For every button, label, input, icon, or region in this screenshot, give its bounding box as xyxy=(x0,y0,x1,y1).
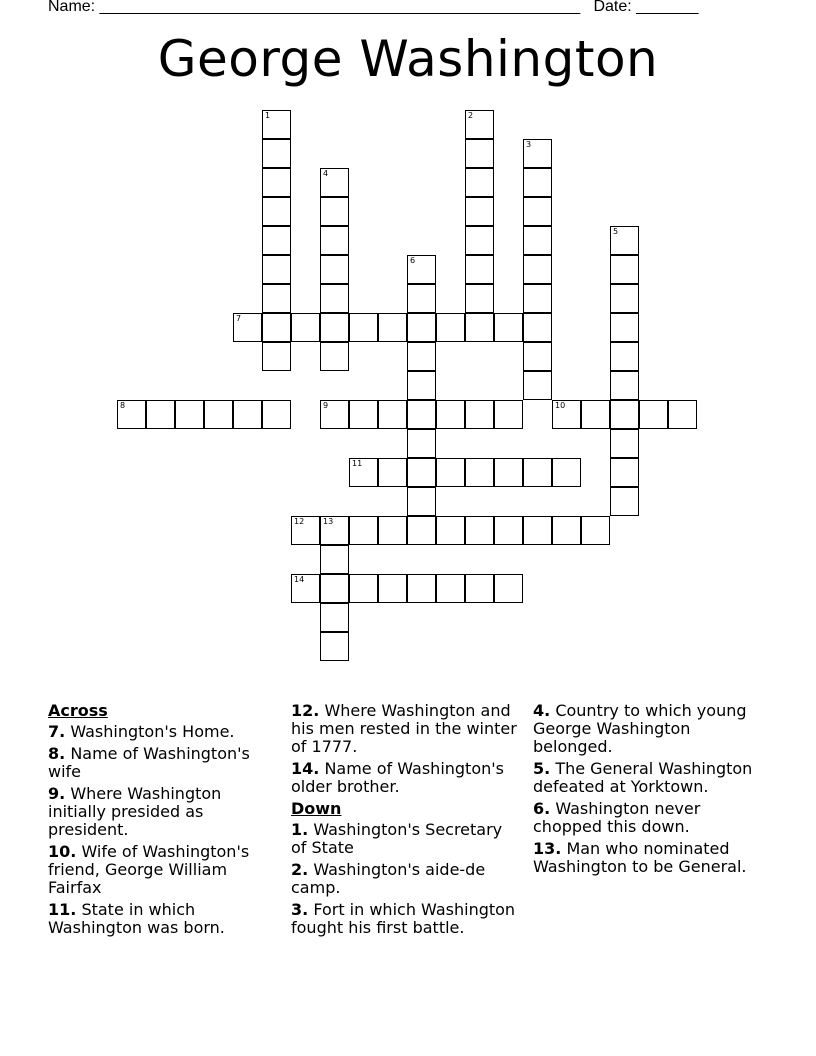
cell-number: 1 xyxy=(265,111,271,120)
clue-down-13: 13. Man who nominated Washington to be General. xyxy=(533,839,747,876)
clue-down-1: 1. Washington's Secretary of State xyxy=(291,820,503,857)
grid-cell[interactable] xyxy=(523,371,552,400)
cell-number: 10 xyxy=(555,401,566,410)
grid-cell[interactable] xyxy=(523,255,552,284)
cell-number: 12 xyxy=(294,517,305,526)
grid-cell[interactable] xyxy=(291,516,320,545)
grid-cell[interactable] xyxy=(523,168,552,197)
grid-cell[interactable] xyxy=(378,516,407,545)
grid-cell[interactable] xyxy=(494,313,523,342)
grid-cell[interactable] xyxy=(407,458,436,487)
cell-number: 14 xyxy=(294,575,305,584)
grid-cell[interactable] xyxy=(436,574,465,603)
date-label: Date: _______ xyxy=(593,0,699,15)
grid-cell[interactable] xyxy=(523,284,552,313)
grid-cell[interactable] xyxy=(610,342,639,371)
grid-cell[interactable] xyxy=(407,342,436,371)
cell-number: 2 xyxy=(468,111,474,120)
page-title: George Washington xyxy=(157,30,659,88)
cell-number: 4 xyxy=(323,169,329,178)
grid-cell[interactable] xyxy=(407,574,436,603)
grid-cell[interactable] xyxy=(581,400,610,429)
grid-cell[interactable] xyxy=(262,226,291,255)
grid-cell[interactable] xyxy=(523,226,552,255)
grid-cell[interactable] xyxy=(610,458,639,487)
grid-cell[interactable] xyxy=(465,574,494,603)
grid-cell[interactable] xyxy=(465,110,494,139)
cell-number: 11 xyxy=(352,459,363,468)
grid-cell[interactable] xyxy=(320,574,349,603)
grid-cell[interactable] xyxy=(465,197,494,226)
grid-cell[interactable] xyxy=(378,458,407,487)
clue-across-7: 7. Washington's Home. xyxy=(48,722,235,741)
grid-cell[interactable] xyxy=(262,168,291,197)
grid-cell[interactable] xyxy=(407,429,436,458)
grid-cell[interactable] xyxy=(320,226,349,255)
clue-across-8: 8. Name of Washington's wife xyxy=(48,744,250,781)
clue-down-5: 5. The General Washington defeated at Yorktown. xyxy=(533,759,753,796)
grid-cell[interactable] xyxy=(436,458,465,487)
clue-down-6: 6. Washington never chopped this down. xyxy=(533,799,701,836)
clue-column-3 xyxy=(533,702,761,880)
grid-cell[interactable] xyxy=(378,574,407,603)
grid-cell[interactable] xyxy=(465,168,494,197)
clue-across-12: 12. Where Washington and his men rested in the winter of 1777. xyxy=(291,701,517,756)
grid-cell[interactable] xyxy=(262,342,291,371)
grid-cell[interactable] xyxy=(320,400,349,429)
cell-number: 6 xyxy=(410,256,416,265)
grid-cell[interactable] xyxy=(523,139,552,168)
name-label: Name: ______________________________________________________ xyxy=(48,0,581,15)
grid-cell[interactable] xyxy=(349,313,378,342)
clue-down-4: 4. Country to which young George Washington belonged. xyxy=(533,701,747,756)
grid-cell[interactable] xyxy=(436,516,465,545)
grid-cell[interactable] xyxy=(610,255,639,284)
grid-cell[interactable] xyxy=(552,400,581,429)
clue-across-9: 9. Where Washington initially presided as president. xyxy=(48,784,222,839)
grid-cell[interactable] xyxy=(610,400,639,429)
grid-cell[interactable] xyxy=(552,458,581,487)
clue-column-1 xyxy=(48,702,276,941)
grid-cell[interactable] xyxy=(233,400,262,429)
grid-cell[interactable] xyxy=(320,255,349,284)
grid-cell[interactable] xyxy=(494,400,523,429)
grid-cell[interactable] xyxy=(262,255,291,284)
grid-cell[interactable] xyxy=(494,516,523,545)
grid-cell[interactable] xyxy=(349,400,378,429)
grid-cell[interactable] xyxy=(262,110,291,139)
grid-cell[interactable] xyxy=(262,139,291,168)
cell-number: 5 xyxy=(613,227,619,236)
grid-cell[interactable] xyxy=(465,139,494,168)
grid-cell[interactable] xyxy=(610,429,639,458)
grid-cell[interactable] xyxy=(349,574,378,603)
cell-number: 13 xyxy=(323,517,334,526)
grid-cell[interactable] xyxy=(610,487,639,516)
grid-cell[interactable] xyxy=(262,313,291,342)
grid-cell[interactable] xyxy=(610,226,639,255)
grid-cell[interactable] xyxy=(523,516,552,545)
grid-cell[interactable] xyxy=(436,313,465,342)
grid-cell[interactable] xyxy=(465,255,494,284)
grid-cell[interactable] xyxy=(262,400,291,429)
grid-cell[interactable] xyxy=(465,400,494,429)
grid-cell[interactable] xyxy=(639,400,668,429)
cell-number: 8 xyxy=(120,401,126,410)
grid-cell[interactable] xyxy=(465,313,494,342)
cell-number: 7 xyxy=(236,314,242,323)
grid-cell[interactable] xyxy=(407,516,436,545)
grid-cell[interactable] xyxy=(407,400,436,429)
grid-cell[interactable] xyxy=(610,371,639,400)
grid-cell[interactable] xyxy=(320,168,349,197)
clue-across-14: 14. Name of Washington's older brother. xyxy=(291,759,504,796)
grid-cell[interactable] xyxy=(494,458,523,487)
grid-cell[interactable] xyxy=(523,342,552,371)
grid-cell[interactable] xyxy=(552,516,581,545)
grid-cell[interactable] xyxy=(320,603,349,632)
grid-cell[interactable] xyxy=(610,313,639,342)
grid-cell[interactable] xyxy=(668,400,697,429)
grid-cell[interactable] xyxy=(117,400,146,429)
grid-cell[interactable] xyxy=(349,458,378,487)
grid-cell[interactable] xyxy=(320,284,349,313)
clue-across-10: 10. Wife of Washington's friend, George William Fairfax xyxy=(48,842,250,897)
grid-cell[interactable] xyxy=(175,400,204,429)
grid-cell[interactable] xyxy=(233,313,262,342)
grid-cell[interactable] xyxy=(407,284,436,313)
grid-cell[interactable] xyxy=(465,226,494,255)
grid-cell[interactable] xyxy=(146,400,175,429)
grid-cell[interactable] xyxy=(465,458,494,487)
grid-cell[interactable] xyxy=(291,313,320,342)
grid-cell[interactable] xyxy=(349,516,378,545)
grid-cell[interactable] xyxy=(320,197,349,226)
clue-across-11: 11. State in which Washington was born. xyxy=(48,900,225,937)
grid-cell[interactable] xyxy=(465,284,494,313)
grid-cell[interactable] xyxy=(320,313,349,342)
grid-cell[interactable] xyxy=(494,574,523,603)
grid-cell[interactable] xyxy=(378,400,407,429)
grid-cell[interactable] xyxy=(407,313,436,342)
grid-cell[interactable] xyxy=(204,400,233,429)
grid-cell[interactable] xyxy=(407,255,436,284)
grid-cell[interactable] xyxy=(262,197,291,226)
grid-cell[interactable] xyxy=(262,284,291,313)
clue-down-3: 3. Fort in which Washington fought his first battle. xyxy=(291,900,516,937)
grid-cell[interactable] xyxy=(523,197,552,226)
grid-cell[interactable] xyxy=(291,574,320,603)
grid-cell[interactable] xyxy=(523,458,552,487)
grid-cell[interactable] xyxy=(465,516,494,545)
grid-cell[interactable] xyxy=(610,284,639,313)
grid-cell[interactable] xyxy=(523,313,552,342)
down-heading: Down xyxy=(291,799,342,818)
grid-cell[interactable] xyxy=(378,313,407,342)
grid-cell[interactable] xyxy=(320,545,349,574)
grid-cell[interactable] xyxy=(581,516,610,545)
clue-down-2: 2. Washington's aide-de camp. xyxy=(291,860,486,897)
grid-cell[interactable] xyxy=(320,516,349,545)
clue-column-2 xyxy=(291,702,519,941)
across-heading: Across xyxy=(48,701,108,720)
grid-cell[interactable] xyxy=(407,371,436,400)
cell-number: 9 xyxy=(323,401,329,410)
grid-cell[interactable] xyxy=(320,342,349,371)
grid-cell[interactable] xyxy=(320,632,349,661)
cell-number: 3 xyxy=(526,140,532,149)
grid-cell[interactable] xyxy=(407,487,436,516)
grid-cell[interactable] xyxy=(436,400,465,429)
